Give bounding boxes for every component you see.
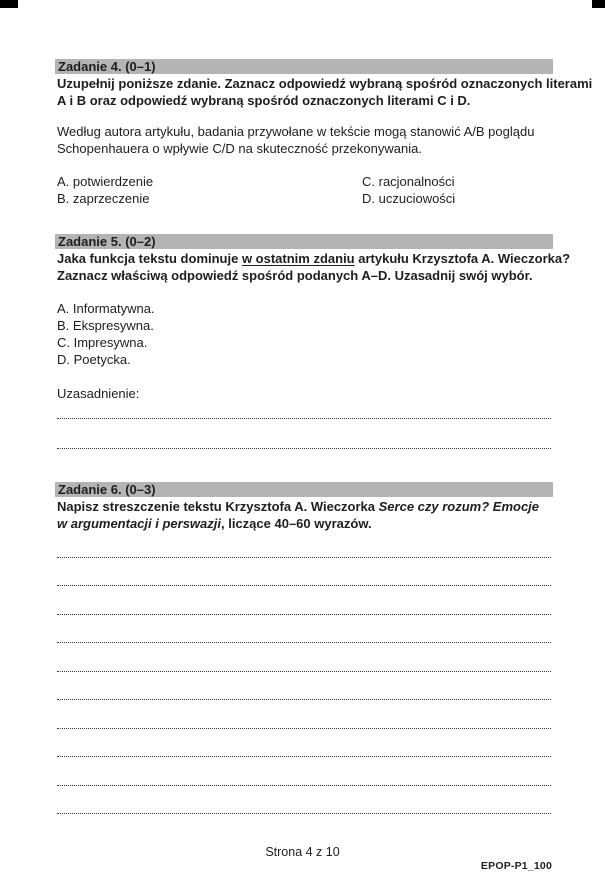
justification-label: Uzasadnienie: [57, 386, 140, 401]
answer-writing-line [57, 643, 551, 672]
instruction-text: , liczące 40–60 wyrazów. [221, 516, 372, 531]
task-4-option-c: C. racjonalności [362, 174, 455, 189]
scan-mark-top-left [0, 0, 18, 8]
task-4-header: Zadanie 4. (0–1) [55, 59, 553, 74]
task-4-sentence [55, 123, 553, 157]
task-5-question [55, 250, 571, 284]
task-4-options [55, 173, 553, 207]
page-content [55, 59, 593, 814]
answer-writing-line [57, 615, 551, 644]
instruction-text: Napisz streszczenie tekstu Krzysztofa A. Wieczorka [57, 499, 379, 514]
answer-writing-line [57, 757, 551, 786]
page-number: Strona 4 z 10 [265, 845, 340, 859]
answer-writing-line [57, 700, 551, 729]
answer-writing-line [57, 729, 551, 758]
task-4-options-cd [360, 173, 553, 207]
question-underlined-text: w ostatnim zdaniu [241, 251, 355, 266]
exam-sheet-code: EPOP-P1_100 [480, 860, 552, 872]
answer-writing-line [57, 586, 551, 615]
task-4-instruction-line: Uzupełnij poniższe zdanie. Zaznacz odpowiedź wybraną spośród oznaczonych literami [57, 76, 593, 91]
task-4-option-d: D. uczuciowości [362, 191, 456, 206]
question-text: artykułu Krzysztofa A. Wieczorka? [354, 251, 571, 266]
task-5-question-line [55, 250, 571, 267]
task-4-option-b: B. zaprzeczenie [57, 191, 150, 206]
cited-title-text: Serce czy rozum? Emocje [378, 499, 540, 514]
task-4-sentence-line: Według autora artykułu, badania przywołane w tekście mogą stanowić A/B poglądu [57, 124, 535, 139]
task-6-instruction [55, 498, 553, 532]
scan-mark-top-right [592, 0, 605, 8]
task-5-option-d: D. Poetycka. [57, 352, 131, 367]
question-text: Jaka funkcja tekstu dominuje [57, 251, 242, 266]
task-6 [55, 482, 553, 814]
task-6-answer-lines [55, 529, 553, 814]
task-5-option-b: B. Ekspresywna. [57, 318, 154, 333]
task-5 [55, 234, 571, 449]
answer-writing-line [57, 558, 551, 587]
task-4-option-a: A. potwierdzenie [57, 174, 154, 189]
task-4-options-ab [55, 173, 360, 207]
task-5-option-c: C. Impresywna. [57, 335, 148, 350]
task-6-instruction-line [55, 498, 553, 515]
task-4-sentence-line: Schopenhauera o wpływie C/D na skuteczność przekonywania. [57, 141, 422, 156]
cited-title-text: w argumentacji i perswazji [57, 516, 221, 531]
task-4 [55, 59, 593, 207]
answer-writing-line [57, 786, 551, 815]
task-5-option-a: A. Informatywna. [57, 301, 155, 316]
answer-writing-line [57, 672, 551, 701]
task-6-header: Zadanie 6. (0–3) [55, 482, 553, 497]
task-5-options [55, 300, 553, 368]
answer-writing-line [57, 419, 551, 449]
task-4-instruction [55, 75, 593, 109]
answer-writing-line [57, 529, 551, 558]
task-4-instruction-line: A i B oraz odpowiedź wybraną spośród oznaczonych literami C i D. [57, 93, 471, 108]
task-5-header: Zadanie 5. (0–2) [55, 234, 553, 249]
task-5-question-line: Zaznacz właściwą odpowiedź spośród podanych A–D. Uzasadnij swój wybór. [57, 268, 533, 283]
